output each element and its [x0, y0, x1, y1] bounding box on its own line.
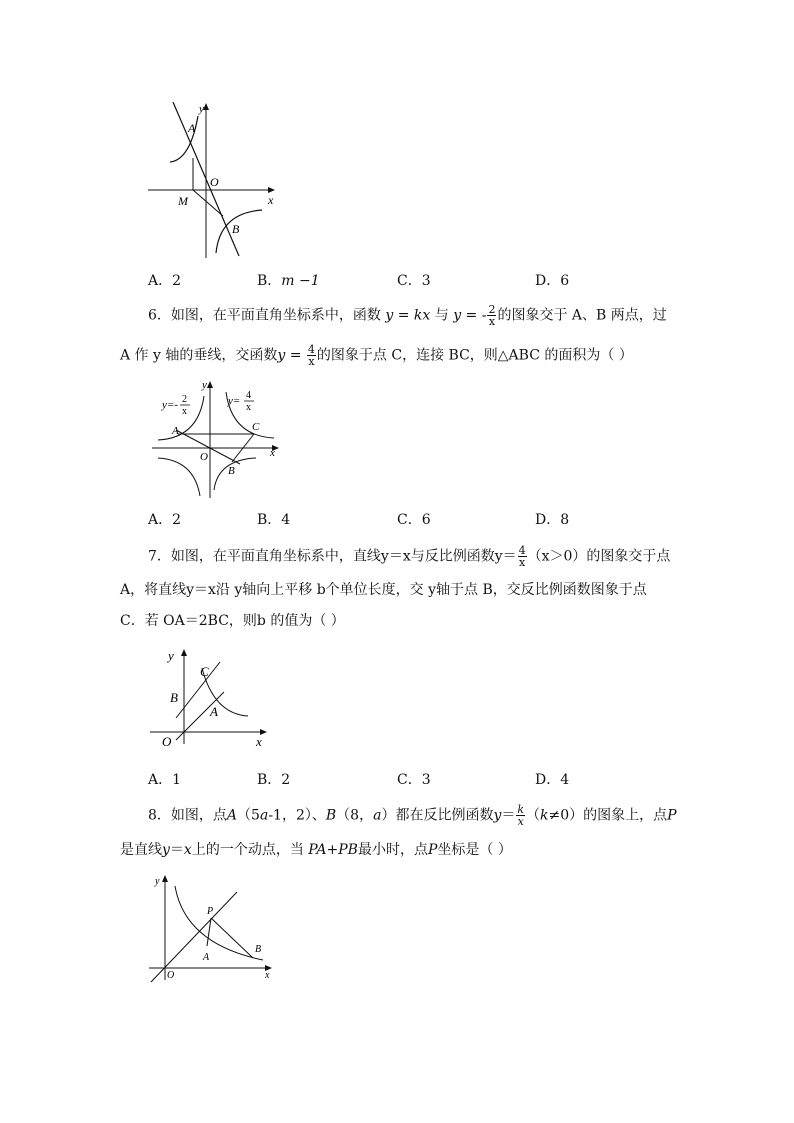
hyperbola-k-over-x: [175, 886, 263, 960]
q6-text-5: 的图象于点 C，连接 BC，则△ABC 的面积为（ ）: [316, 347, 633, 364]
label-a: A: [188, 121, 196, 135]
figure-q6: [148, 378, 283, 500]
label-p: P: [207, 906, 214, 917]
q8-var-k: k: [540, 807, 549, 824]
frac-den: x: [308, 355, 315, 368]
q7-line-3: C．若 OA＝2BC，则b 的值为（ ）: [120, 613, 345, 629]
frac-num: 4: [307, 343, 315, 356]
q8-point-b: B: [325, 807, 337, 824]
q7-fraction-4-over-x: [518, 545, 527, 568]
frac-den: x: [519, 556, 526, 569]
q6-line-1: [148, 304, 667, 327]
q8-var-y-2: y: [162, 842, 170, 858]
hyperbola-4-over-x: [202, 668, 248, 716]
label-a: A: [210, 704, 218, 719]
q8-text-7: ≠0）的图象上，点: [548, 807, 668, 824]
label-b: B: [170, 690, 178, 705]
q8-equals: ＝: [501, 807, 516, 824]
label-o: O: [167, 970, 175, 981]
q8-fraction-k-over-x: [516, 804, 525, 827]
q8-text-8: 是直线: [120, 842, 162, 858]
label-o: O: [162, 734, 172, 749]
q8-line-1: [148, 804, 677, 827]
q8-text-3: -1，2）、: [268, 807, 326, 824]
label-y-neg-den: x: [182, 406, 187, 417]
q7-text-1: 7．如图，在平面直角坐标系中，直线y＝x与反比例函数y＝: [148, 548, 517, 565]
q8-text-10: 最小时，点: [357, 842, 428, 858]
q7-option-b: B．2: [257, 772, 291, 788]
label-b: B: [232, 222, 240, 236]
frac-num: 2: [488, 303, 496, 316]
label-y-neg-prefix: y=-: [162, 399, 178, 411]
label-y-pos-prefix: y=: [228, 395, 241, 407]
hyperbola-neg-lower-right: [214, 458, 256, 490]
q8-text-2: （5: [237, 807, 260, 824]
label-y-neg-num: 2: [182, 394, 187, 405]
q6-text-2: 与: [430, 307, 454, 324]
frac-den: x: [517, 815, 524, 828]
q6-text-3: 的图象交于 A、B 两点，过: [497, 307, 667, 324]
label-c: C: [252, 421, 260, 433]
q6-expr-kx: y = kx: [385, 307, 431, 324]
q5-option-b-prefix: B．: [257, 273, 282, 289]
q7-option-a: A．1: [148, 772, 182, 788]
label-o: O: [210, 175, 219, 189]
q8-text-11: 坐标是（ ）: [437, 842, 512, 858]
q6-option-b: B．4: [257, 512, 291, 528]
q7-option-d: D．4: [535, 772, 570, 788]
segment-mb: [193, 190, 223, 216]
q6-text-4: A 作 y 轴的垂线，交函数: [120, 347, 278, 364]
q8-text-6: （: [526, 807, 541, 824]
label-b: B: [255, 944, 262, 955]
q5-option-b: [257, 270, 320, 290]
q8-point-a: A: [226, 807, 238, 824]
q6-line-2: [120, 344, 633, 367]
q6-text-1: 6．如图，在平面直角坐标系中，函数: [148, 307, 386, 324]
q8-var-a: a: [259, 807, 269, 824]
label-a: A: [203, 952, 210, 963]
q7-line-2: A，将直线y＝x沿 y轴向上平移 b个单位长度，交 y轴于点 B，交反比例函数图象于点: [120, 582, 647, 598]
frac-num: 4: [518, 544, 526, 557]
label-c: C: [200, 664, 209, 679]
label-y: y: [168, 648, 174, 663]
label-x: x: [268, 193, 274, 207]
q6-option-c: C．6: [397, 512, 431, 528]
label-y: y: [199, 103, 204, 115]
q8-plus: +: [326, 842, 339, 858]
q8-var-y: y: [493, 807, 502, 824]
label-a: A: [172, 425, 179, 437]
label-y: y: [155, 876, 160, 887]
label-y: y: [202, 379, 207, 391]
q7-line-1: [148, 545, 670, 568]
q8-pb: PB: [338, 842, 358, 858]
q6-expr-neg: y = -: [453, 307, 487, 324]
q6-option-d: D．8: [535, 512, 570, 528]
q8-text-9: 上的一个动点，当: [191, 842, 309, 858]
figure-q7: [148, 644, 278, 750]
label-m: M: [178, 194, 188, 208]
q6-option-a: A．2: [148, 512, 182, 528]
q8-point-p-2: P: [427, 842, 438, 858]
segment-pb: [211, 918, 253, 958]
q6-fraction-2-over-x: [487, 304, 496, 327]
q8-point-p: P: [667, 807, 677, 824]
q5-option-d: D．6: [535, 273, 570, 289]
line-kx: [176, 430, 240, 464]
frac-num: k: [517, 803, 525, 816]
q5-option-b-expr: m −1: [281, 273, 320, 289]
label-x: x: [256, 734, 262, 749]
q5-option-c: C．3: [397, 273, 431, 289]
label-x: x: [270, 447, 275, 459]
label-x: x: [265, 970, 270, 981]
q8-text-1: 8．如图，点: [148, 807, 227, 824]
q6-expr-y: y =: [277, 347, 306, 364]
q8-equals-2: ＝: [169, 842, 184, 858]
q8-var-a-2: a: [373, 807, 382, 824]
figure-q8: [145, 872, 280, 984]
q8-var-x: x: [183, 842, 192, 858]
label-y-pos-num: 4: [246, 390, 251, 401]
label-o: O: [200, 451, 208, 463]
q8-pa: PA: [308, 842, 327, 858]
frac-den: x: [488, 315, 496, 328]
q8-text-5: ）都在反比例函数: [381, 807, 494, 824]
hyperbola-pos-lower-left: [158, 458, 200, 496]
figure-q5: [140, 98, 285, 260]
q8-line-2: [120, 840, 512, 860]
label-b: B: [228, 465, 235, 477]
q7-option-c: C．3: [397, 772, 431, 788]
q5-option-a: A．2: [148, 273, 182, 289]
q6-fraction-4-over-x: [307, 344, 316, 367]
q8-text-4: （8，: [336, 807, 374, 824]
label-y-pos-den: x: [246, 402, 251, 413]
q7-text-2: （x＞0）的图象交于点: [527, 548, 671, 565]
